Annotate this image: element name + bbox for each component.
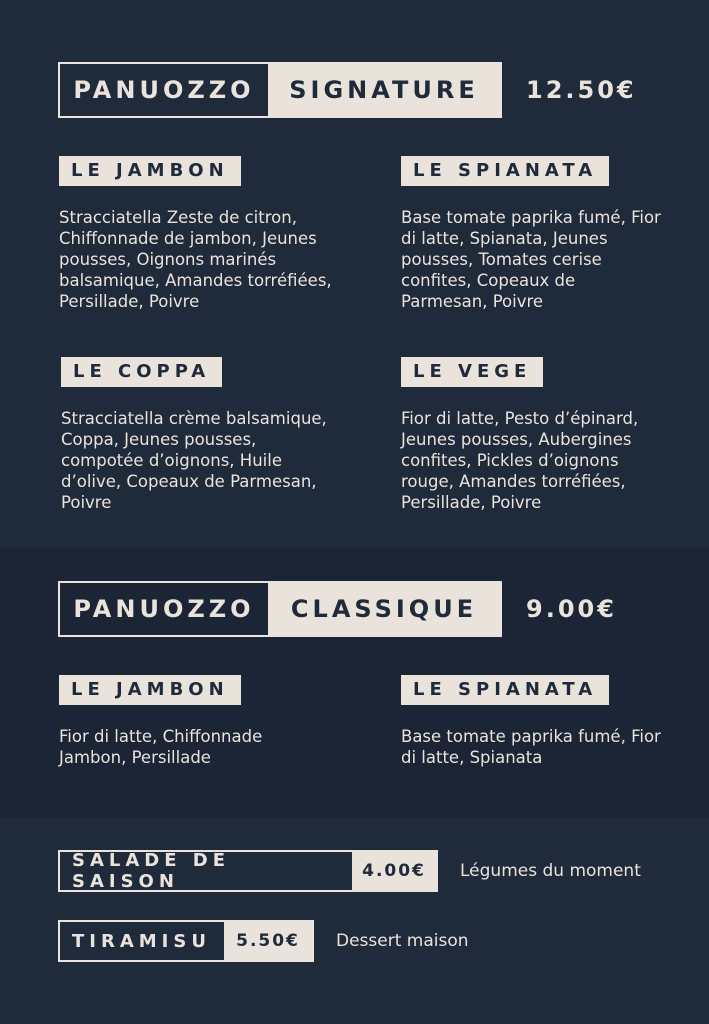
extra-note: Légumes du moment [460,861,641,881]
item-name: LE JAMBON [59,675,241,705]
menu-item [401,156,666,312]
item-name: LE SPIANATA [401,156,609,186]
menu-item [59,156,349,312]
menu-item [59,675,279,768]
menu-item [401,357,671,513]
item-description: Stracciatella crème balsamique, Coppa, Jeunes pousses, compotée d’oignons, Huile d’olive, Copeaux de Parmesan, Poivre [61,409,327,512]
signature-price: 12.50€ [526,76,637,104]
item-description: Stracciatella Zeste de citron, Chiffonnade de jambon, Jeunes pousses, Oignons marinés balsamique, Amandes torréfiées, Persillade, Poivre [59,208,332,311]
extra-price: 5.50€ [224,922,312,960]
item-description: Base tomate paprika fumé, Fior di latte, Spianata, Jeunes pousses, Tomates cerise confites, Copeaux de Parmesan, Poivre [401,208,661,311]
extra-name: TIRAMISU [72,930,211,952]
signature-category: SIGNATURE [268,64,500,116]
item-description: Fior di latte, Pesto d’épinard, Jeunes pousses, Aubergines confites, Pickles d’oignons rouge, Amandes torréfiées, Persillade, Poivre [401,409,639,512]
classique-label: PANUOZZO [73,595,255,623]
extra-item [58,850,641,892]
extra-price: 4.00€ [352,852,436,890]
classique-price: 9.00€ [526,595,617,623]
item-description: Base tomate paprika fumé, Fior di latte, Spianata [401,727,661,767]
extra-name: SALADE DE SAISON [72,850,231,892]
extra-item [58,920,469,962]
item-name: LE JAMBON [59,156,241,186]
item-description: Fior di latte, Chiffonnade Jambon, Persillade [59,727,263,767]
extra-box [58,920,314,962]
menu-item [401,675,671,768]
signature-header [58,62,637,118]
classique-category: CLASSIQUE [268,583,500,635]
classique-title-box [58,581,502,637]
extra-note: Dessert maison [336,931,469,951]
item-name: LE VEGE [401,357,543,387]
classique-header [58,581,617,637]
item-name: LE COPPA [61,357,222,387]
item-name: LE SPIANATA [401,675,609,705]
extra-box [58,850,438,892]
signature-label: PANUOZZO [73,76,255,104]
signature-title-box [58,62,502,118]
menu-item [61,357,341,513]
